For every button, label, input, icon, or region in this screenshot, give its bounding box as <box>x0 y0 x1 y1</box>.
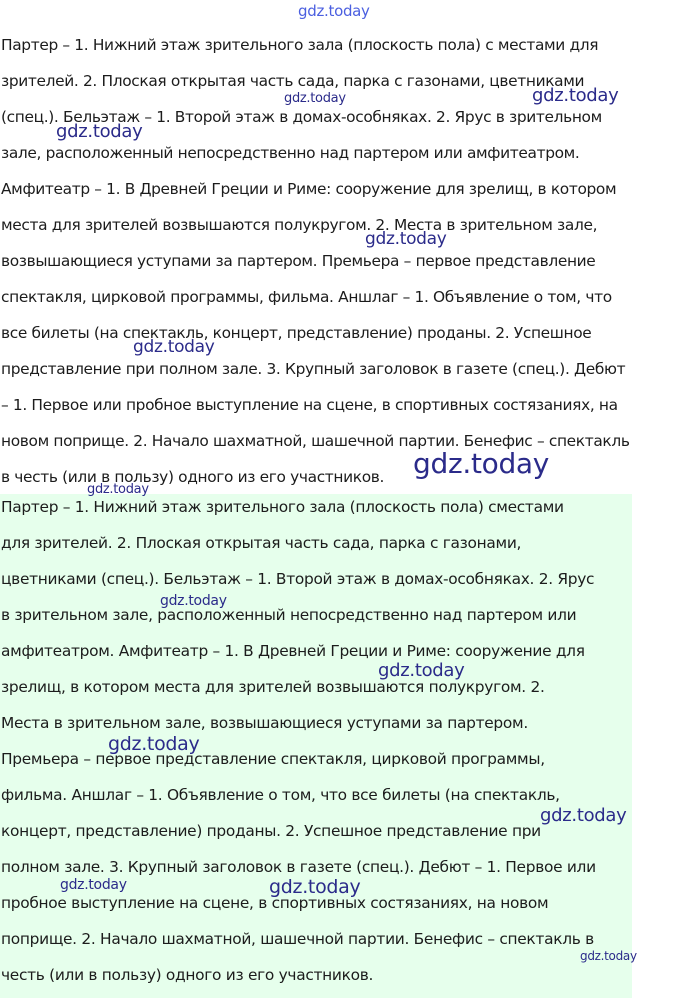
text-line: – 1. Первое или пробное выступление на сцене, в спортивных состязаниях, на <box>1 396 618 414</box>
watermark-logo: gdz.today <box>365 229 447 249</box>
text-line: возвышающиеся уступами за партером. Премьера – первое представление <box>1 252 596 270</box>
watermark-logo: gdz.today <box>87 482 149 497</box>
text-line: амфитеатром. Амфитеатр – 1. В Древней Греции и Риме: сооружение для <box>1 642 585 660</box>
watermark-logo: gdz.today <box>133 337 215 357</box>
text-line: Партер – 1. Нижний этаж зрительного зала (плоскость пола) с местами для <box>1 36 599 54</box>
text-line: представление при полном зале. 3. Крупный заголовок в газете (спец.). Дебют <box>1 360 626 378</box>
watermark-logo: gdz.today <box>580 949 637 963</box>
text-line: Партер – 1. Нижний этаж зрительного зала (плоскость пола) сместами <box>1 498 564 516</box>
text-line: места для зрителей возвышаются полукругом. 2. Места в зрительном зале, <box>1 216 598 234</box>
watermark-logo: gdz.today <box>56 121 143 142</box>
watermark-logo: gdz.today <box>108 733 200 755</box>
watermark-logo: gdz.today <box>284 91 346 106</box>
text-line: для зрителей. 2. Плоская открытая часть сада, парка с газонами, <box>1 534 522 552</box>
text-line: пробное выступление на сцене, в спортивных состязаниях, на новом <box>1 894 549 912</box>
text-line: цветниками (спец.). Бельэтаж – 1. Второй этаж в домах-особняках. 2. Ярус <box>1 570 595 588</box>
text-line: Амфитеатр – 1. В Древней Греции и Риме: сооружение для зрелищ, в котором <box>1 180 617 198</box>
watermark-logo: gdz.today <box>60 877 127 893</box>
text-line: зрелищ, в котором места для зрителей возвышаются полукругом. 2. <box>1 678 545 696</box>
text-line: честь (или в пользу) одного из его участников. <box>1 966 374 984</box>
answer-text-highlighted <box>0 494 632 998</box>
text-line: поприще. 2. Начало шахматной, шашечной партии. Бенефис – спектакль в <box>1 930 594 948</box>
text-line: спектакля, цирковой программы, фильма. Аншлаг – 1. Объявление о том, что <box>1 288 612 306</box>
watermark-logo: gdz.today <box>532 85 619 106</box>
text-line: Места в зрительном зале, возвышающиеся уступами за партером. <box>1 714 528 732</box>
text-line: зрителей. 2. Плоская открытая часть сада, парка с газонами, цветниками <box>1 72 585 90</box>
watermark-logo: gdz.today <box>298 2 370 20</box>
text-line: новом поприще. 2. Начало шахматной, шашечной партии. Бенефис – спектакль <box>1 432 630 450</box>
text-line: Премьера – первое представление спектакля, цирковой программы, <box>1 750 545 768</box>
watermark-logo: gdz.today <box>413 447 550 480</box>
text-line: все билеты (на спектакль, концерт, представление) проданы. 2. Успешное <box>1 324 592 342</box>
text-line: полном зале. 3. Крупный заголовок в газете (спец.). Дебют – 1. Первое или <box>1 858 596 876</box>
text-line: концерт, представление) проданы. 2. Успешное представление при <box>1 822 541 840</box>
text-line: в честь (или в пользу) одного из его участников. <box>1 468 385 486</box>
watermark-logo: gdz.today <box>378 660 465 681</box>
text-line: зале, расположенный непосредственно над партером или амфитеатром. <box>1 144 580 162</box>
watermark-logo: gdz.today <box>160 593 227 609</box>
text-line: в зрительном зале, расположенный непосредственно над партером или <box>1 606 577 624</box>
text-line: (спец.). Бельэтаж – 1. Второй этаж в домах-особняках. 2. Ярус в зрительном <box>1 108 602 126</box>
watermark-logo: gdz.today <box>540 805 627 826</box>
watermark-logo: gdz.today <box>269 876 361 898</box>
text-line: фильма. Аншлаг – 1. Объявление о том, что все билеты (на спектакль, <box>1 786 560 804</box>
